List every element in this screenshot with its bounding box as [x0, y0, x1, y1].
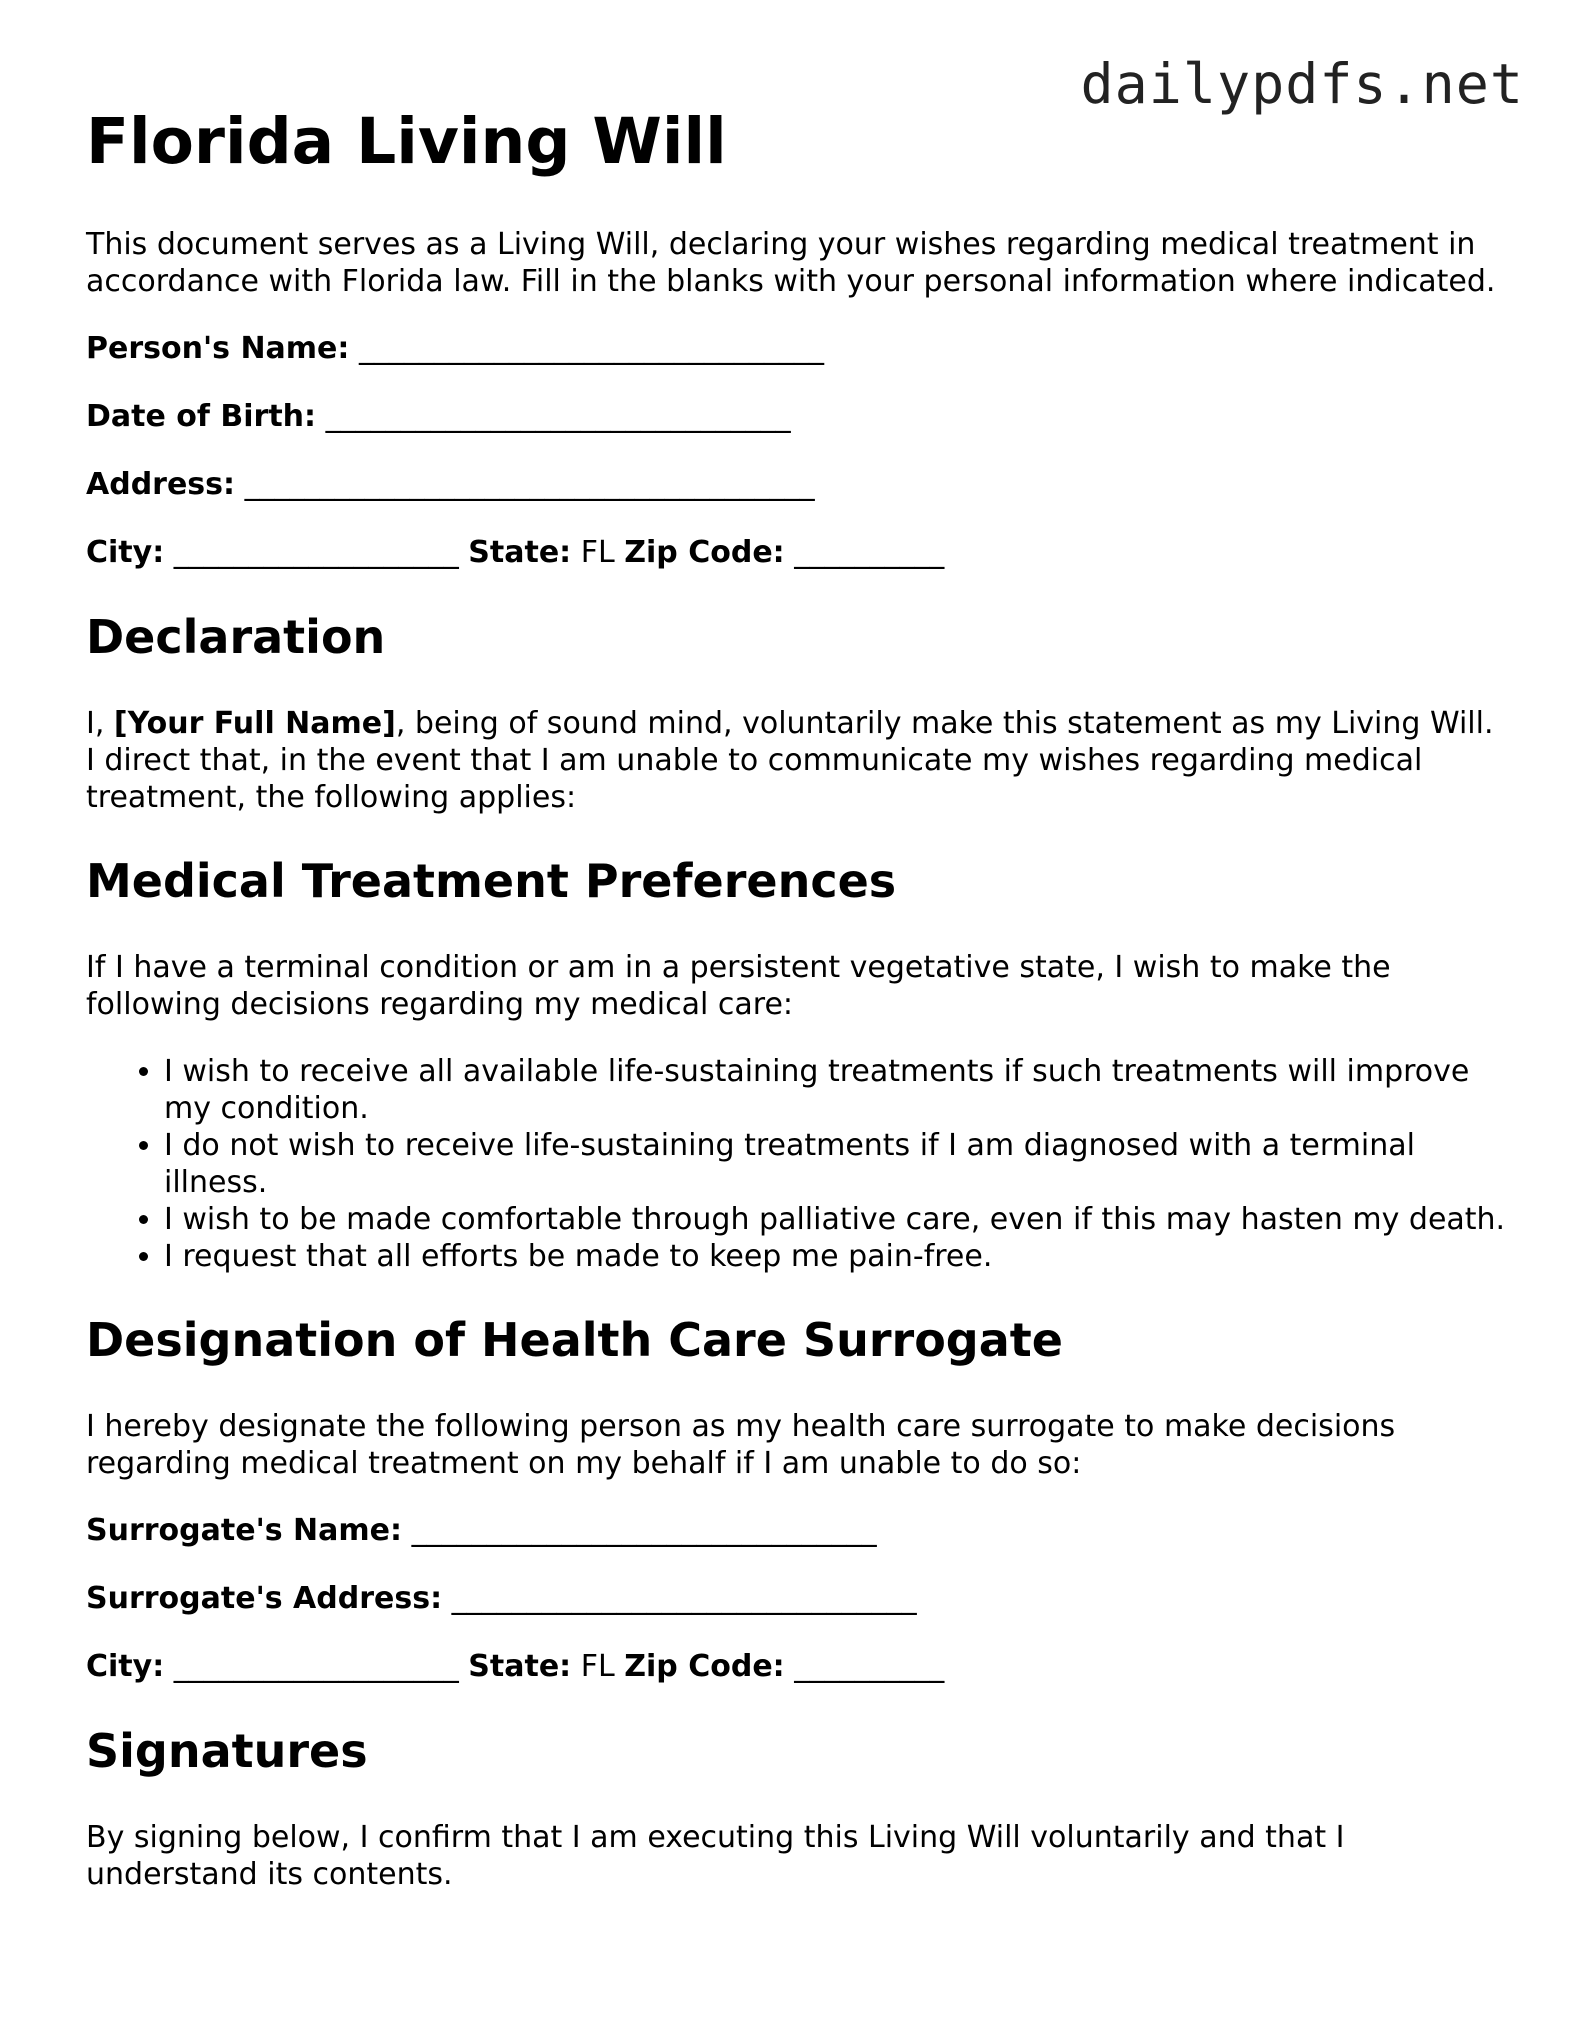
- zip-label: Zip Code:: [624, 534, 785, 570]
- intro-paragraph: This document serves as a Living Will, declaring your wishes regarding medical treatment in accordance with Florida law. Fill in the blanks with your personal information where indicated.: [86, 226, 1496, 299]
- surrogate-city-blank[interactable]: ___________________: [173, 1649, 459, 1685]
- surrogate-name-blank[interactable]: _______________________________: [411, 1513, 877, 1549]
- declaration-paragraph: [86, 705, 1506, 816]
- medical-heading: Medical Treatment Preferences: [86, 853, 897, 908]
- surrogate-address-field: [86, 1580, 1506, 1617]
- surrogate-name-label: Surrogate's Name:: [86, 1513, 403, 1549]
- surrogate-zip-label: Zip Code:: [624, 1649, 785, 1685]
- dob-field: [86, 398, 1506, 435]
- surrogate-address-blank[interactable]: _______________________________: [451, 1581, 917, 1617]
- surrogate-address-label: Surrogate's Address:: [86, 1581, 443, 1617]
- medical-intro: If I have a terminal condition or am in a persistent vegetative state, I wish to make the following decisions regarding my medical care:: [86, 949, 1391, 1022]
- address-blank[interactable]: ______________________________________: [244, 466, 815, 502]
- declaration-prefix: I,: [86, 705, 114, 741]
- surrogate-city-label: City:: [86, 1649, 165, 1685]
- full-name-placeholder: [Your Full Name]: [113, 705, 396, 741]
- list-item: • I do not wish to receive life-sustaining treatments if I am diagnosed with a terminal illness.: [164, 1127, 1506, 1201]
- document-body: [86, 104, 1506, 1923]
- address-field: [86, 466, 1506, 503]
- signatures-heading: Signatures: [86, 1724, 368, 1779]
- person-name-field: [86, 330, 1506, 367]
- surrogate-heading: Designation of Health Care Surrogate: [86, 1312, 1063, 1367]
- surrogate-state-value: FL: [580, 1649, 615, 1685]
- declaration-heading: Declaration: [86, 609, 386, 664]
- surrogate-zip-blank[interactable]: __________: [794, 1649, 945, 1685]
- city-label: City:: [86, 534, 165, 570]
- city-blank[interactable]: ___________________: [173, 534, 459, 570]
- state-value: FL: [580, 534, 615, 570]
- surrogate-city-state-zip-field: [86, 1648, 1506, 1685]
- dob-blank[interactable]: _______________________________: [325, 398, 791, 434]
- surrogate-name-field: [86, 1512, 1506, 1549]
- list-item: • I request that all efforts be made to keep me pain-free.: [164, 1238, 1506, 1275]
- signatures-paragraph: By signing below, I confirm that I am executing this Living Will voluntarily and that I understand its contents.: [86, 1820, 1345, 1893]
- dob-label: Date of Birth:: [86, 398, 317, 434]
- medical-preferences-list: [86, 1053, 1506, 1275]
- surrogate-state-label: State:: [468, 1649, 572, 1685]
- address-label: Address:: [86, 466, 236, 502]
- list-item: • I wish to receive all available life-sustaining treatments if such treatments will improve my condition.: [164, 1053, 1506, 1127]
- watermark: dailypdfs.net: [1080, 52, 1524, 116]
- list-item: • I wish to be made comfortable through palliative care, even if this may hasten my death.: [164, 1201, 1506, 1238]
- declaration-text: , being of sound mind, voluntarily make this statement as my Living Will. I direct that, in the event that I am unable to communicate my wishes regarding medical treatment, the following applies:: [86, 705, 1494, 815]
- state-label: State:: [468, 534, 572, 570]
- zip-blank[interactable]: __________: [794, 534, 945, 570]
- person-name-label: Person's Name:: [86, 330, 350, 366]
- document-title: Florida Living Will: [86, 105, 727, 178]
- city-state-zip-field: [86, 534, 1506, 571]
- person-name-blank[interactable]: _______________________________: [358, 330, 824, 366]
- surrogate-intro: I hereby designate the following person as my health care surrogate to make decisions regarding medical treatment on my behalf if I am unable to do so:: [86, 1409, 1396, 1482]
